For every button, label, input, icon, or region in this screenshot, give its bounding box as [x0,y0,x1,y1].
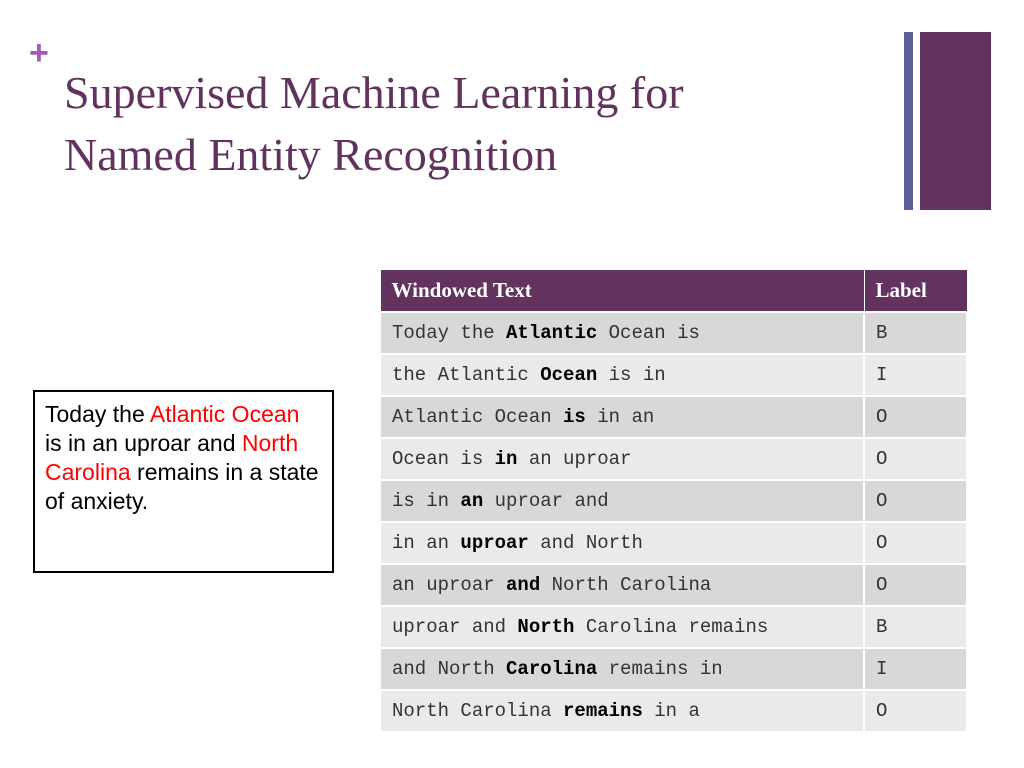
windowed-text-cell [380,606,864,648]
window-context-before: in an [392,532,461,554]
window-focus-word: Carolina [506,658,598,680]
label-cell: I [864,648,967,690]
label-cell: O [864,564,967,606]
decorative-bar-thin [904,32,913,210]
windowed-text-cell [380,480,864,522]
window-context-before: uproar and [392,616,518,638]
window-context-after: Ocean is [597,322,700,344]
title-line-1: Supervised Machine Learning for [64,67,684,118]
table-row [380,354,967,396]
windowed-text-cell [380,690,864,732]
label-cell: O [864,690,967,732]
table-row [380,438,967,480]
window-focus-word: North [517,616,575,638]
window-context-before: is in [392,490,461,512]
table-row [380,564,967,606]
window-context-after: remains in [597,658,723,680]
window-focus-word: uproar [460,532,529,554]
windowed-text-cell [380,396,864,438]
window-context-after: in an [585,406,655,428]
window-context-before: North Carolina [392,700,564,722]
slide-title [64,62,884,186]
table-row [380,396,967,438]
window-focus-word: is [563,406,586,428]
window-context-before: and North [392,658,507,680]
label-cell: B [864,606,967,648]
windowed-text-cell [380,438,864,480]
table-row [380,690,967,732]
table-row [380,480,967,522]
plus-icon: + [29,34,49,72]
window-context-after: is in [597,364,666,386]
window-context-before: Atlantic Ocean [392,406,564,428]
window-context-after: Carolina remains [574,616,769,638]
label-cell: I [864,354,967,396]
table-row [380,606,967,648]
window-focus-word: and [506,574,541,596]
title-line-2: Named Entity Recognition [64,129,558,180]
window-focus-word: in [494,448,518,470]
window-context-after: in a [642,700,700,722]
window-context-after: an uproar [517,448,632,470]
windowed-text-cell [380,354,864,396]
windowed-text-cell [380,522,864,564]
window-context-after: uproar and [483,490,609,512]
table-row [380,312,967,354]
window-context-before: the Atlantic [392,364,541,386]
sentence-text: Today the [45,401,150,427]
windowed-text-cell [380,648,864,690]
windowed-text-cell [380,312,864,354]
label-cell: O [864,438,967,480]
window-context-before: Today the [392,322,507,344]
label-cell: O [864,480,967,522]
sentence-text: remains in a state of anxiety. [45,459,319,514]
window-context-after: North Carolina [540,574,712,596]
sentence-text: is in an uproar and [45,430,242,456]
window-context-before: an uproar [392,574,507,596]
example-sentence-box [33,390,334,573]
windowed-text-table [379,270,968,733]
table-header-row [380,270,967,312]
entity-highlight: Atlantic Ocean [149,401,300,427]
window-focus-word: an [460,490,484,512]
label-cell: B [864,312,967,354]
window-focus-word: Ocean [540,364,598,386]
table-body [380,312,967,732]
table-row [380,648,967,690]
table-row [380,522,967,564]
header-label: Label [864,270,967,312]
entity-highlight: North Carolina [45,430,299,485]
label-cell: O [864,396,967,438]
window-focus-word: remains [563,700,643,722]
window-context-before: Ocean is [392,448,495,470]
window-context-after: and North [528,532,643,554]
decorative-bar-thick [920,32,991,210]
label-cell: O [864,522,967,564]
window-focus-word: Atlantic [506,322,598,344]
header-windowed-text: Windowed Text [380,270,864,312]
windowed-text-cell [380,564,864,606]
